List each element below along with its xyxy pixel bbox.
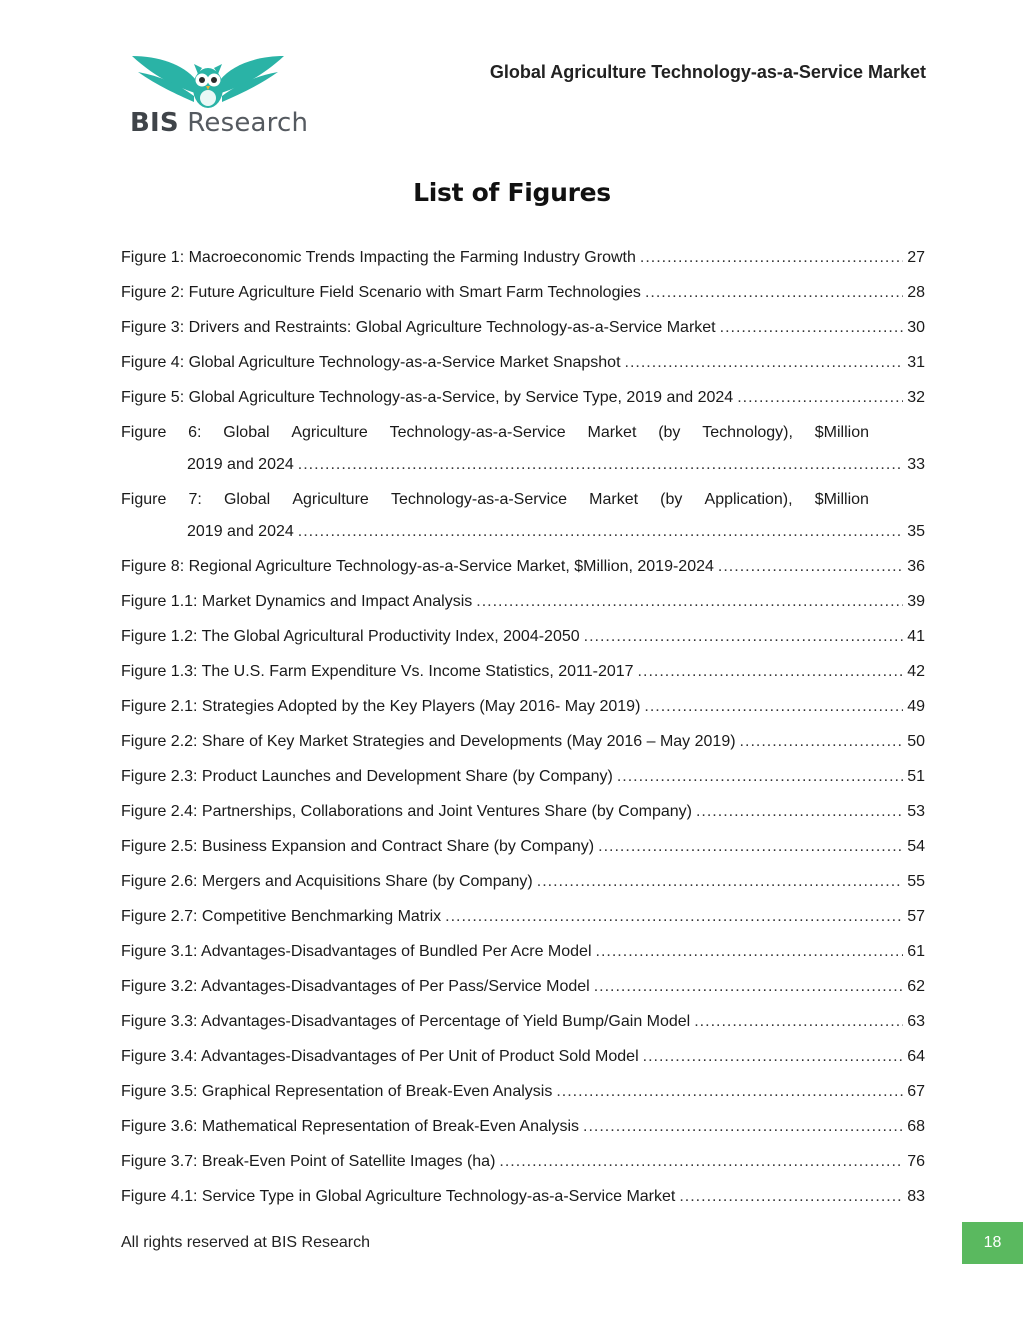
leader-dots [598, 834, 903, 860]
toc-entry[interactable] [121, 271, 925, 306]
leader-dots [638, 659, 904, 685]
toc-entry-word: Application), [704, 491, 793, 508]
toc-entry-page: 53 [907, 803, 925, 820]
toc-entry[interactable] [121, 930, 925, 965]
toc-entry-word: Figure [121, 424, 167, 441]
toc-entry[interactable] [121, 720, 925, 755]
toc-entry-word: 6: [188, 424, 202, 441]
toc-entry-page: 64 [907, 1048, 925, 1065]
toc-entry[interactable] [121, 341, 925, 376]
toc-entry-page: 51 [907, 768, 925, 785]
toc-entry-label: Figure 2.6: Mergers and Acquisitions Share (by Company) [121, 873, 533, 890]
leader-dots [696, 799, 903, 825]
page-heading: List of Figures [413, 178, 611, 207]
toc-entry-label: Figure 3.1: Advantages-Disadvantages of Bundled Per Acre Model [121, 943, 592, 960]
toc-entry-word: Figure [121, 491, 167, 508]
toc-entry[interactable] [121, 306, 925, 341]
toc-entry[interactable] [121, 825, 925, 860]
toc-entry[interactable] [121, 650, 925, 685]
toc-entry-label: Figure 3.4: Advantages-Disadvantages of Per Unit of Product Sold Model [121, 1048, 639, 1065]
brand-rest: Research [178, 108, 309, 138]
toc-entry-page: 28 [907, 284, 925, 301]
toc-entry-label-cont: 2019 and 2024 [187, 523, 294, 540]
toc-entry-label: Figure 1: Macroeconomic Trends Impacting the Farming Industry Growth [121, 249, 636, 266]
owl-logo-icon [128, 50, 288, 112]
toc-entry-word: Technology-as-a-Service [390, 491, 568, 508]
toc-entry-page: 55 [907, 873, 925, 890]
toc-entry[interactable] [121, 895, 925, 930]
toc-entry[interactable] [121, 1175, 925, 1210]
toc-entry-page: 68 [907, 1118, 925, 1135]
toc-entry[interactable] [121, 1000, 925, 1035]
toc-entry-page: 31 [907, 354, 925, 371]
toc-entry[interactable] [121, 965, 925, 1000]
toc-entry-page: 41 [907, 628, 925, 645]
toc-entry-word: $Million [814, 424, 869, 441]
leader-dots [740, 729, 904, 755]
toc-entry-word: 7: [188, 491, 202, 508]
toc-entry-word: Technology-as-a-Service [389, 424, 566, 441]
leader-dots [617, 764, 903, 790]
toc-entry[interactable] [121, 478, 925, 545]
toc-entry-label: Figure 2.2: Share of Key Market Strategies and Developments (May 2016 – May 2019) [121, 733, 736, 750]
toc-entry-page: 67 [907, 1083, 925, 1100]
toc-entry-page: 61 [907, 943, 925, 960]
toc-entry[interactable] [121, 615, 925, 650]
toc-entry-page: 54 [907, 838, 925, 855]
list-of-figures [121, 236, 925, 1210]
brand-bold: BIS [130, 108, 179, 138]
footer-copyright: All rights reserved at BIS Research [121, 1234, 370, 1251]
toc-entry-label: Figure 1.3: The U.S. Farm Expenditure Vs. Income Statistics, 2011-2017 [121, 663, 634, 680]
toc-entry-page: 57 [907, 908, 925, 925]
toc-entry-word: Technology), [702, 424, 793, 441]
leader-dots [596, 939, 904, 965]
leader-dots [298, 452, 903, 478]
toc-entry-word: Global [223, 491, 271, 508]
toc-entry-word: Market [589, 491, 639, 508]
toc-entry-label: Figure 5: Global Agriculture Technology-as-a-Service, by Service Type, 2019 and 2024 [121, 389, 734, 406]
toc-entry[interactable] [121, 545, 925, 580]
leader-dots [583, 1114, 903, 1140]
toc-entry-page: 62 [907, 978, 925, 995]
toc-entry-label: Figure 3.5: Graphical Representation of Break-Even Analysis [121, 1083, 553, 1100]
toc-entry[interactable] [121, 755, 925, 790]
toc-entry-page: 63 [907, 1013, 925, 1030]
leader-dots [445, 904, 903, 930]
leader-dots [679, 1184, 903, 1210]
toc-entry[interactable] [121, 411, 925, 478]
toc-entry-word: (by [658, 424, 681, 441]
brand-wordmark [130, 108, 308, 138]
leader-dots [644, 694, 903, 720]
toc-entry-label: Figure 1.1: Market Dynamics and Impact Analysis [121, 593, 473, 610]
toc-entry-page: 49 [907, 698, 925, 715]
toc-entry-page: 42 [907, 663, 925, 680]
toc-entry-page: 76 [907, 1153, 925, 1170]
toc-entry-label-line [121, 478, 869, 513]
toc-entry-page: 35 [907, 523, 925, 540]
toc-entry[interactable] [121, 1035, 925, 1070]
leader-dots [645, 280, 903, 306]
leader-dots [643, 1044, 904, 1070]
leader-dots [556, 1079, 903, 1105]
toc-entry-label: Figure 1.2: The Global Agricultural Productivity Index, 2004-2050 [121, 628, 580, 645]
toc-entry-page: 32 [907, 389, 925, 406]
toc-entry-page: 83 [907, 1188, 925, 1205]
toc-entry[interactable] [121, 376, 925, 411]
toc-entry-word: $Million [814, 491, 869, 508]
leader-dots [640, 245, 903, 271]
toc-entry-label: Figure 2.7: Competitive Benchmarking Matrix [121, 908, 442, 925]
toc-entry-page: 30 [907, 319, 925, 336]
toc-entry[interactable] [121, 580, 925, 615]
toc-entry-label: Figure 3.7: Break-Even Point of Satellite Images (ha) [121, 1153, 496, 1170]
toc-entry-label: Figure 3: Drivers and Restraints: Global Agriculture Technology-as-a-Service Market [121, 319, 716, 336]
toc-entry-label-cont: 2019 and 2024 [187, 456, 294, 473]
toc-entry-word: Global [223, 424, 270, 441]
leader-dots [694, 1009, 903, 1035]
toc-entry-label: Figure 3.6: Mathematical Representation of Break-Even Analysis [121, 1118, 580, 1135]
leader-dots [718, 554, 903, 580]
toc-entry[interactable] [121, 1070, 925, 1105]
leader-dots [594, 974, 904, 1000]
toc-entry-word: Agriculture [292, 491, 369, 508]
toc-entry[interactable] [121, 1140, 925, 1175]
toc-entry[interactable] [121, 236, 925, 271]
toc-entry-page: 33 [907, 456, 925, 473]
toc-entry-label: Figure 2.1: Strategies Adopted by the Key Players (May 2016- May 2019) [121, 698, 641, 715]
toc-entry-page: 39 [907, 593, 925, 610]
toc-entry-label: Figure 2.5: Business Expansion and Contract Share (by Company) [121, 838, 595, 855]
toc-entry[interactable] [121, 860, 925, 895]
leader-dots [737, 385, 903, 411]
toc-entry-page: 36 [907, 558, 925, 575]
leader-dots [476, 589, 903, 615]
toc-entry-label: Figure 2.4: Partnerships, Collaborations and Joint Ventures Share (by Company) [121, 803, 692, 820]
toc-entry-page: 50 [907, 733, 925, 750]
toc-entry[interactable] [121, 790, 925, 825]
toc-entry-label: Figure 2.3: Product Launches and Development Share (by Company) [121, 768, 613, 785]
toc-entry[interactable] [121, 1105, 925, 1140]
toc-entry-label: Figure 4.1: Service Type in Global Agriculture Technology-as-a-Service Market [121, 1188, 676, 1205]
leader-dots [298, 519, 903, 545]
toc-entry-label: Figure 2: Future Agriculture Field Scenario with Smart Farm Technologies [121, 284, 641, 301]
toc-entry-page: 27 [907, 249, 925, 266]
toc-entry-label: Figure 3.2: Advantages-Disadvantages of Per Pass/Service Model [121, 978, 590, 995]
leader-dots [720, 315, 904, 341]
toc-entry-label: Figure 4: Global Agriculture Technology-as-a-Service Market Snapshot [121, 354, 621, 371]
page-number-badge: 18 [962, 1222, 1023, 1264]
toc-entry-label: Figure 3.3: Advantages-Disadvantages of Percentage of Yield Bump/Gain Model [121, 1013, 691, 1030]
document-title: Global Agriculture Technology-as-a-Service Market [489, 62, 926, 82]
toc-entry-label: Figure 8: Regional Agriculture Technology-as-a-Service Market, $Million, 2019-2024 [121, 558, 714, 575]
toc-entry[interactable] [121, 685, 925, 720]
toc-entry-word: Market [587, 424, 637, 441]
toc-entry-word: Agriculture [291, 424, 368, 441]
leader-dots [584, 624, 904, 650]
leader-dots [499, 1149, 903, 1175]
toc-entry-label-line [121, 411, 869, 446]
toc-entry-word: (by [660, 491, 683, 508]
leader-dots [537, 869, 903, 895]
leader-dots [625, 350, 904, 376]
